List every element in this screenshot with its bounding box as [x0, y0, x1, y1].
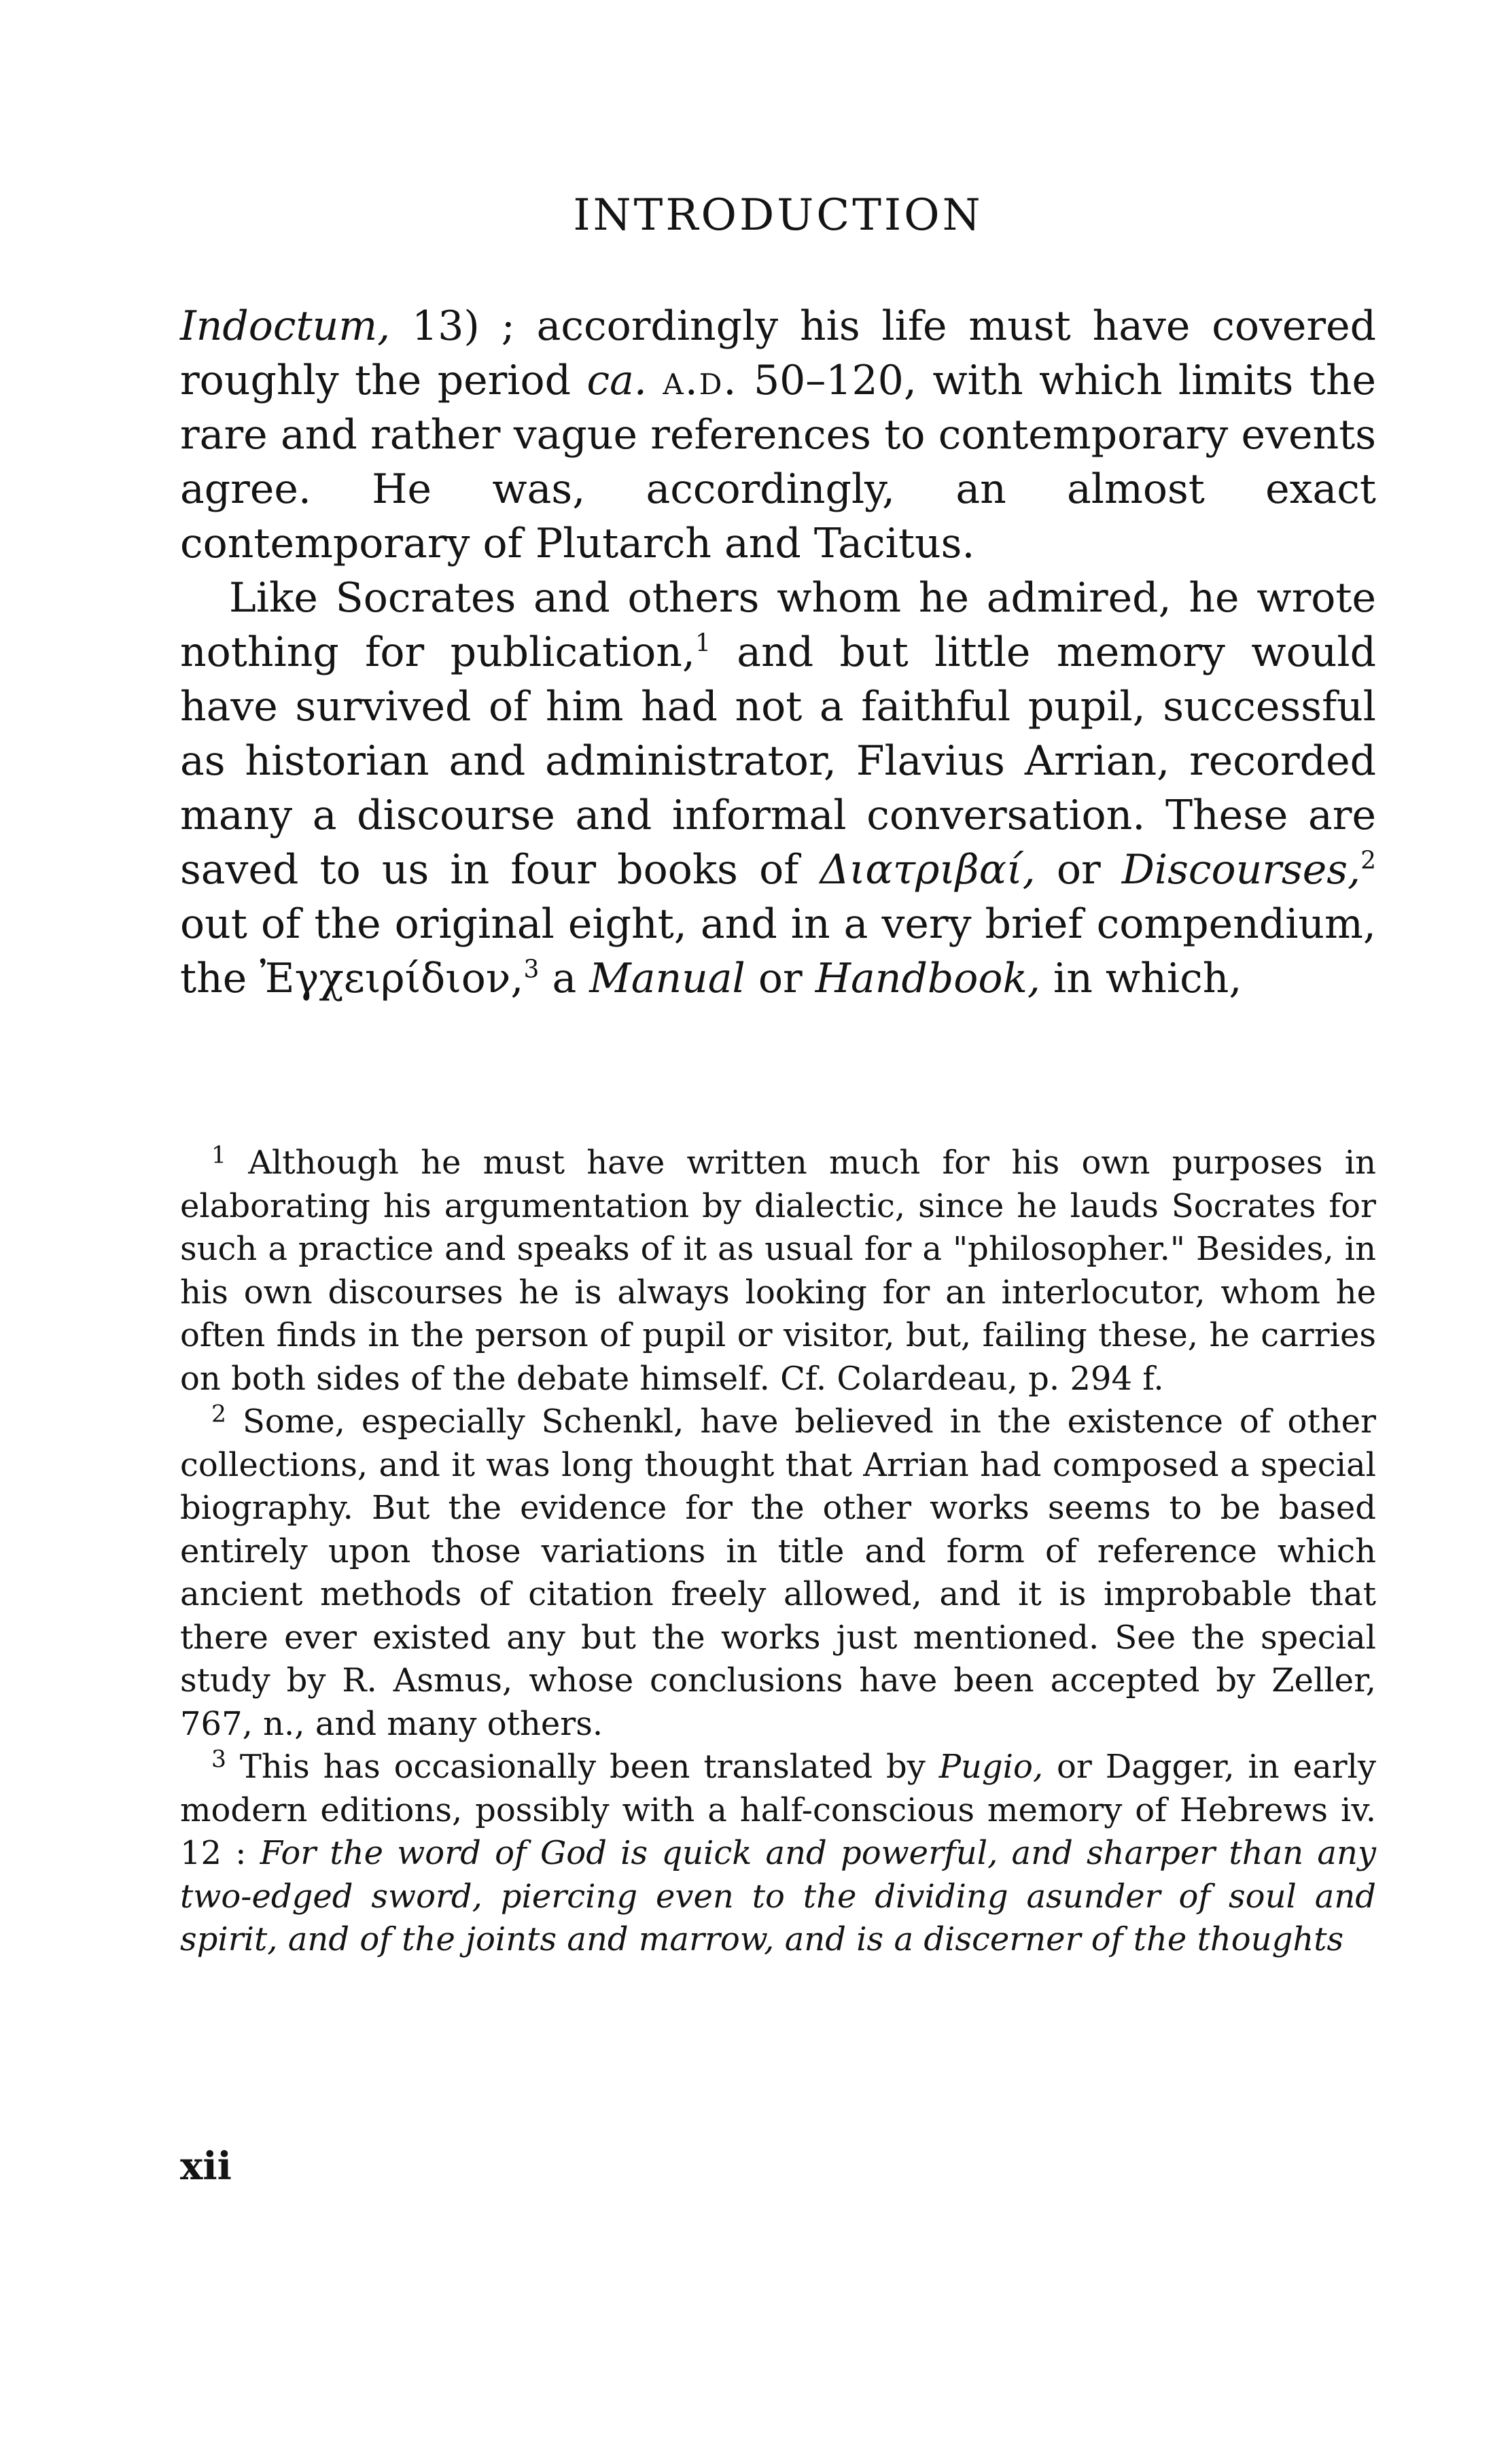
footnote-marker: 2: [211, 1401, 226, 1428]
italic-indoctum: Indoctum,: [180, 302, 391, 350]
main-text: [180, 299, 1376, 1006]
book-page: [180, 0, 1376, 2447]
text-run: 13) ; accordingly his life must have covered roughly the period: [180, 302, 1376, 404]
text-run: 50–120, with which limits the rare and rather vague references to contemporary events agree. He was, accordingly, an almost exact contemporary of Plutarch and Tacitus.: [180, 357, 1376, 567]
italic-manual: Manual: [589, 955, 745, 1002]
paragraph-2: [180, 571, 1376, 1006]
footnote-marker: 3: [211, 1746, 226, 1774]
italic-quotation: For the word of God is quick and powerful, and sharper than any two-edged sword, piercing even to the dividing asunder of soul and spirit, and of the joints and marrow, and is a discerner of the thoughts: [180, 1834, 1376, 1958]
paragraph-1: [180, 299, 1376, 571]
footnote-text: or Dagger, in early modern editions, possibly with a half-conscious memory of Hebrews iv. 12 :: [180, 1748, 1377, 1872]
footnote-text: Although he must have written much for his own purposes in elaborating his argumentation by dialectic, since he lauds Socrates for such a practice and speaks of it as usual for a "philosopher." Besides, in his own discourses he is always looking for an interlocutor, whom he often finds in the person of pupil or visitor, but, failing these, he carries on both sides of the debate himself. Cf. Colardeau, p. 294 f.: [180, 1144, 1376, 1398]
footnote-text: This has occasionally been translated by: [226, 1748, 939, 1786]
footnote-1: [180, 1142, 1376, 1401]
footnote-ref-1: 1: [695, 629, 711, 658]
text-run: or: [745, 955, 815, 1002]
footnote-2: [180, 1401, 1376, 1746]
text-run: [647, 357, 663, 404]
text-run: in which,: [1040, 955, 1242, 1002]
text-run: out of the original eight, and in a very brief compendium, the: [180, 900, 1376, 1002]
footnote-3: [180, 1746, 1376, 1962]
footnote-ref-3: 3: [523, 955, 540, 984]
italic-handbook: Handbook,: [815, 955, 1040, 1002]
footnote-marker: 1: [211, 1142, 226, 1169]
text-run: and but little memory would have survived of him had not a faithful pupil, successful as historian and administrator, Flavius Arrian, recorded many a discourse and informal conversation. These are saved to us in four books of: [180, 629, 1376, 894]
footnote-text: Some, especially Schenkl, have believed in the existence of other collections, and it was long thought that Arrian had composed a special biography. But the evidence for the other works seems to be based entirely upon those variations in title and form of reference which ancient methods of citation freely allowed, and it is improbable that there ever existed any but the works just mentioned. See the special study by R. Asmus, whose conclusions have been accepted by Zeller, 767, n., and many others.: [180, 1403, 1376, 1743]
italic-ca: ca.: [586, 357, 647, 404]
running-head: INTRODUCTION: [573, 190, 983, 241]
italic-discourses: Discourses,: [1121, 846, 1361, 894]
greek-encheiridion: Ἐγχειρίδιον,: [260, 955, 524, 1002]
small-caps-ad: a.d.: [663, 357, 738, 404]
text-run: a: [539, 955, 590, 1002]
text-run: Like Socrates and others whom he admired, he wrote nothing for publication,: [180, 574, 1376, 676]
greek-diatribai: Διατριβαί,: [820, 846, 1036, 894]
text-run: or: [1035, 846, 1122, 894]
footnote-ref-2: 2: [1360, 847, 1376, 875]
footnotes: [180, 1142, 1376, 1962]
page-number: xii: [180, 2144, 232, 2189]
italic-pugio: Pugio,: [938, 1748, 1044, 1786]
